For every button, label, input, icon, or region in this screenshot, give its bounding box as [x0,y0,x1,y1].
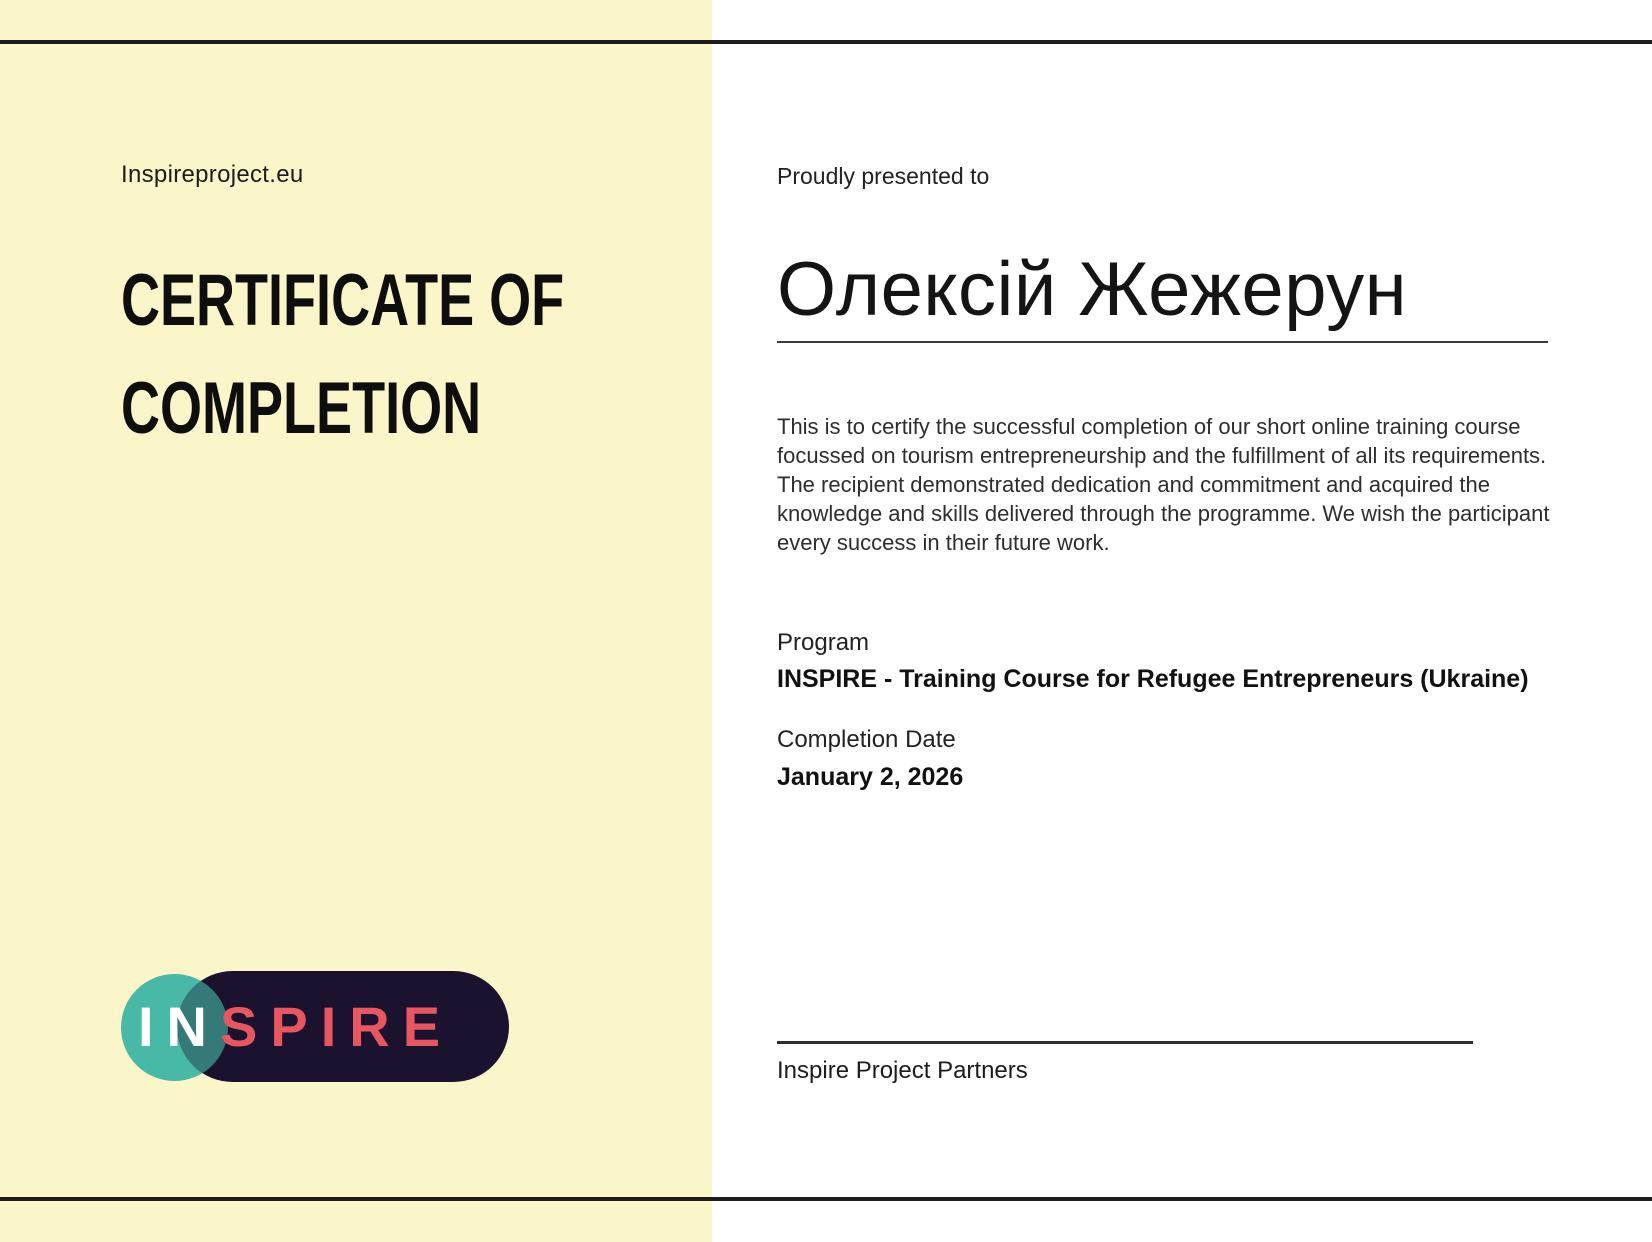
logo-wordmark [121,971,509,1082]
certificate-title [121,247,564,463]
body-line: This is to certify the successful completion of our short online training course [777,414,1521,439]
certificate-title-line1: CERTIFICATE OF [121,260,565,341]
recipient-name-underline [777,341,1548,343]
signature-label: Inspire Project Partners [777,1057,1028,1084]
inspire-logo [121,971,509,1083]
logo-wordmark-spire: SPIRE [220,995,454,1058]
signature-line [777,1041,1473,1044]
bottom-divider-line [0,1197,1652,1201]
body-line: The recipient demonstrated dedication and commitment and acquired the [777,472,1490,497]
program-name: INSPIRE - Training Course for Refugee Entrepreneurs (Ukraine) [777,665,1529,693]
completion-date-label: Completion Date [777,726,956,753]
site-url: Inspireproject.eu [121,161,304,188]
certificate-title-line2: COMPLETION [121,368,482,449]
body-line: every success in their future work. [777,530,1110,555]
certification-body [777,412,1549,557]
program-label: Program [777,629,870,656]
body-line: knowledge and skills delivered through the programme. We wish the participant [777,501,1550,526]
top-divider-line [0,40,1652,44]
body-line: focussed on tourism entrepreneurship and the fulfillment of all its requirements. [777,443,1547,468]
completion-date-value: January 2, 2026 [777,763,964,791]
presented-to-label: Proudly presented to [777,163,990,189]
recipient-name: Олексій Жежерун [777,247,1408,332]
logo-wordmark-in: IN [138,995,220,1058]
